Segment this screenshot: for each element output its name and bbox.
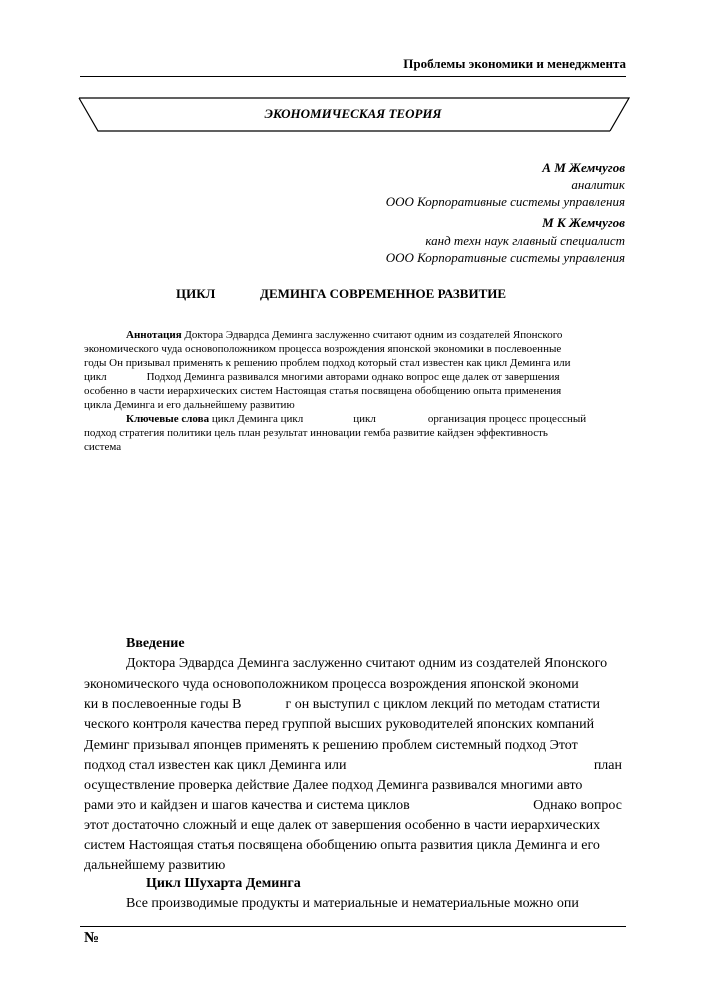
intro-line-4: ческого контроля качества перед группой высших руководителей японских компаний — [84, 717, 595, 732]
author-2-org: ООО Корпоративные системы управления — [385, 250, 625, 265]
intro-line-10: систем Настоящая статья посвящена обобщению опыта развития цикла Деминга и его — [84, 838, 600, 853]
intro-line-2: экономического чуда основоположником процесса возрождения японской экономи — [84, 677, 579, 692]
footer-rule — [80, 926, 626, 927]
abstract-line-3: годы Он призывал применять к решению проблем подход который стал известен как цикл Деминга или — [84, 357, 571, 369]
intro-line-5: Деминг призывал японцев применять к решению проблем системный подход Этот — [84, 738, 578, 753]
article-title-part-1: ЦИКЛ — [176, 286, 216, 301]
intro-line-7: осуществление проверка действие Далее подход Деминга развивался многими авто — [84, 778, 583, 793]
author-1-org: ООО Корпоративные системы управления — [385, 194, 625, 209]
intro-line-6: подход стал известен как цикл Деминга или план — [84, 758, 622, 773]
header-rule — [80, 76, 626, 77]
abstract-line-5: особенно в части иерархических систем Настоящая статья посвящена обобщению опыта применения — [84, 385, 562, 397]
keywords-label: Ключевые слова — [126, 413, 210, 425]
intro-heading: Введение — [126, 636, 185, 651]
author-1-name: А М Жемчугов — [542, 160, 625, 175]
author-2-name: М К Жемчугов — [542, 215, 625, 230]
article-title-part-2: ДЕМИНГА СОВРЕМЕННОЕ РАЗВИТИЕ — [260, 286, 507, 301]
footer-number-sign: № — [84, 930, 100, 946]
abstract-label: Аннотация — [126, 329, 182, 341]
journal-title: Проблемы экономики и менеджмента — [403, 56, 626, 71]
section-title: ЭКОНОМИЧЕСКАЯ ТЕОРИЯ — [264, 106, 442, 121]
intro-line-9: этот достаточно сложный и еще далек от завершения особенно в части иерархических — [84, 818, 601, 833]
keywords-line-1: Ключевые слова цикл Деминга цикл цикл организация процесс процессный — [126, 413, 587, 425]
author-1-role: аналитик — [571, 177, 625, 192]
intro-line-3: ки в послевоенные годы В г он выступил с циклом лекций по методам статисти — [84, 697, 601, 712]
section-2-line-1: Все производимые продукты и материальные и нематериальные можно опи — [126, 896, 579, 911]
abstract-line-1: Аннотация Доктора Эдвардса Деминга заслуженно считают одним из создателей Японского — [126, 329, 563, 341]
abstract-line-2: экономического чуда основоположником процесса возрождения японской экономики в послевоенные — [84, 343, 562, 355]
abstract-line-6: цикла Деминга и его дальнейшему развитию — [84, 399, 295, 411]
section-2-heading: Цикл Шухарта Деминга — [146, 876, 301, 891]
keywords-line-3: система — [84, 441, 122, 453]
keywords-line-2: подход стратегия политики цель план результат инновации гемба развитие кайдзен эффективность — [84, 427, 548, 439]
intro-line-11: дальнейшему развитию — [84, 858, 226, 873]
author-2-role: канд техн наук главный специалист — [425, 233, 625, 248]
intro-line-8: рами это и кайдзен и шагов качества и система циклов Однако вопрос — [84, 798, 622, 813]
intro-line-1: Доктора Эдвардса Деминга заслуженно считают одним из создателей Японского — [126, 656, 608, 671]
abstract-line-4: цикл Подход Деминга развивался многими авторами однако вопрос еще далек от завершения — [84, 371, 560, 383]
